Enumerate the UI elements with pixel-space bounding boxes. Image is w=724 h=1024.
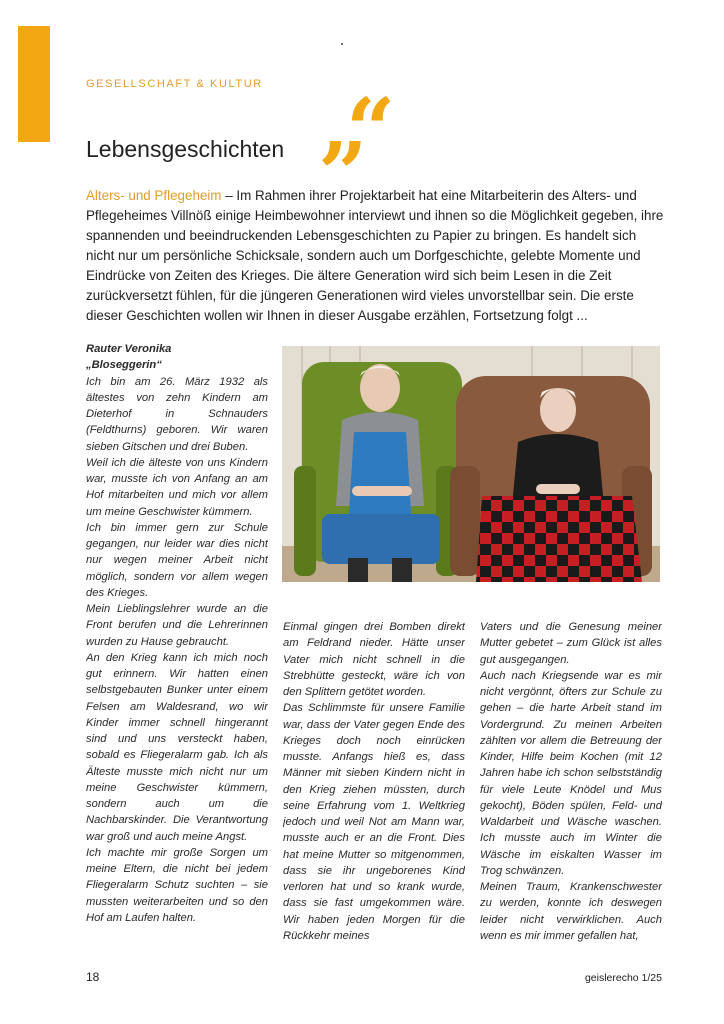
scan-dot bbox=[341, 43, 343, 45]
article-column-1 bbox=[86, 341, 268, 949]
paragraph: Ich machte mir große Sorgen um meine Eltern, die nicht bei jedem Fliegeralarm Schutz suchten – sie mussten weiterarbeiten und so den Hof am Laufen halten. bbox=[86, 846, 268, 924]
quote-close-icon: ” bbox=[318, 124, 368, 225]
paragraph: Meinen Traum, Krankenschwester zu werden, konnte ich deswegen leider nicht verwirklichen. Auch wenn es mir immer gefallen hat, bbox=[480, 881, 662, 942]
section-label: GESELLSCHAFT & KULTUR bbox=[86, 78, 263, 90]
lead-paragraph bbox=[86, 186, 664, 326]
quote-open-icon: “ bbox=[346, 80, 396, 181]
article-column-3 bbox=[480, 619, 662, 949]
paragraph: Auch nach Kriegsende war es mir nicht vergönnt, öfters zur Schule zu gehen – die harte Arbeit stand im Vordergrund. Zu meinen Arbeiten zählten vor allem die Betreuung der Kinder, Hilfe beim Kochen (mit 12 Jahren habe ich schon selbstständig für viele Leute Knödel und Mus gekocht), Böden spülen, Feld- und Waldarbeit und Wäsche waschen. Ich musste auch im Winter die Wäsche im eiskalten Wasser im Trog schwänzen. bbox=[480, 669, 662, 877]
elderly-couple-photo bbox=[282, 346, 660, 582]
paragraph: Mein Lieblingslehrer wurde an die Front berufen und die Lehrerinnen wurden zu Hause gebraucht. bbox=[86, 603, 268, 648]
paragraph: Das Schlimmste für unsere Familie war, dass der Vater gegen Ende des Krieges doch noch einrücken musste. Anfangs hieß es, dass Männer mit sieben Kindern nicht in den Krieg ziehen müssten, durch seine Erfahrung vom 1. Weltkrieg jedoch und weil Not am Mann war, musste auch er an die Front. Dies hat meine Mutter so mitgenommen, dass sie ihr ungeborenes Kind verloren hat und so krank wurde, dass sie fast umgekommen wäre. Wir haben jeden Morgen für die Rückkehr meines bbox=[283, 702, 465, 942]
accent-bar bbox=[18, 26, 50, 142]
page-title: Lebensgeschichten bbox=[86, 136, 285, 162]
lead-text: – Im Rahmen ihrer Projektarbeit hat eine Mitarbeiterin des Alters- und Pflegeheimes Villnöß einige Heimbewohner interviewt und ihnen so die Möglichkeit gegeben, ihre spannenden und beeindruckenden Lebensgeschichten zu Papier zu bringen. Es handelt sich nicht nur um persönliche Schicksale, sondern auch um Dorfgeschichte, gelebte Momente und Eindrücke von Zeiten des Krieges. Die ältere Generation wird sich beim Lesen in die Zeit zurückversetzt fühlen, für die jüngeren Generationen wird vieles unvorstellbar sein. Die erste dieser Geschichten wollen wir Ihnen in dieser Ausgabe erzählen, Fortsetzung folgt ... bbox=[86, 188, 664, 323]
page-number: 18 bbox=[86, 970, 100, 984]
article-column-2 bbox=[283, 619, 465, 949]
publication-info: geislerecho 1/25 bbox=[584, 972, 662, 984]
paragraph: Ich bin am 26. März 1932 als ältestes von zehn Kindern am Dieterhof in Schnauders (Feldthurns) geboren. Wir waren sieben Gitschen und drei Buben. bbox=[86, 375, 268, 453]
bio-nickname: „Bloseggerin“ bbox=[86, 359, 162, 372]
paragraph: An den Krieg kann ich mich noch gut erinnern. Wir hatten einen selbstgebauten Bunker unter einem Felsen am Waldesrand, wo wir Kinder immer schnell hingerannt sind und uns versteckt haben, sobald es Fliegeralarm gab. Ich als Älteste musste mich nicht nur um meine Geschwister kümmern, sondern auch um die Nachbarskinder. Die Verantwortung war groß und auch meine Angst. bbox=[86, 651, 268, 843]
paragraph: Weil ich die älteste von uns Kindern war, musste ich von Anfang an am Hof mitarbeiten und mich vor allem um meine Geschwister kümmern. bbox=[86, 456, 268, 518]
bio-name: Rauter Veronika bbox=[86, 343, 172, 355]
paragraph: Einmal gingen drei Bomben direkt am Feldrand nieder. Hätte unser Vater mich nicht schnell in die Strebhütte gesteckt, wäre ich von den Splittern getötet worden. bbox=[283, 621, 465, 698]
paragraph: Vaters und die Genesung meiner Mutter gebetet – zum Glück ist alles gut ausgegangen. bbox=[480, 621, 662, 666]
lead-kicker: Alters- und Pflegeheim bbox=[86, 188, 222, 203]
paragraph: Ich bin immer gern zur Schule gegangen, nur leider war dies nicht nur wegen meiner Arbeit nicht möglich, sondern vor allem wegen des Krieges. bbox=[86, 521, 268, 599]
